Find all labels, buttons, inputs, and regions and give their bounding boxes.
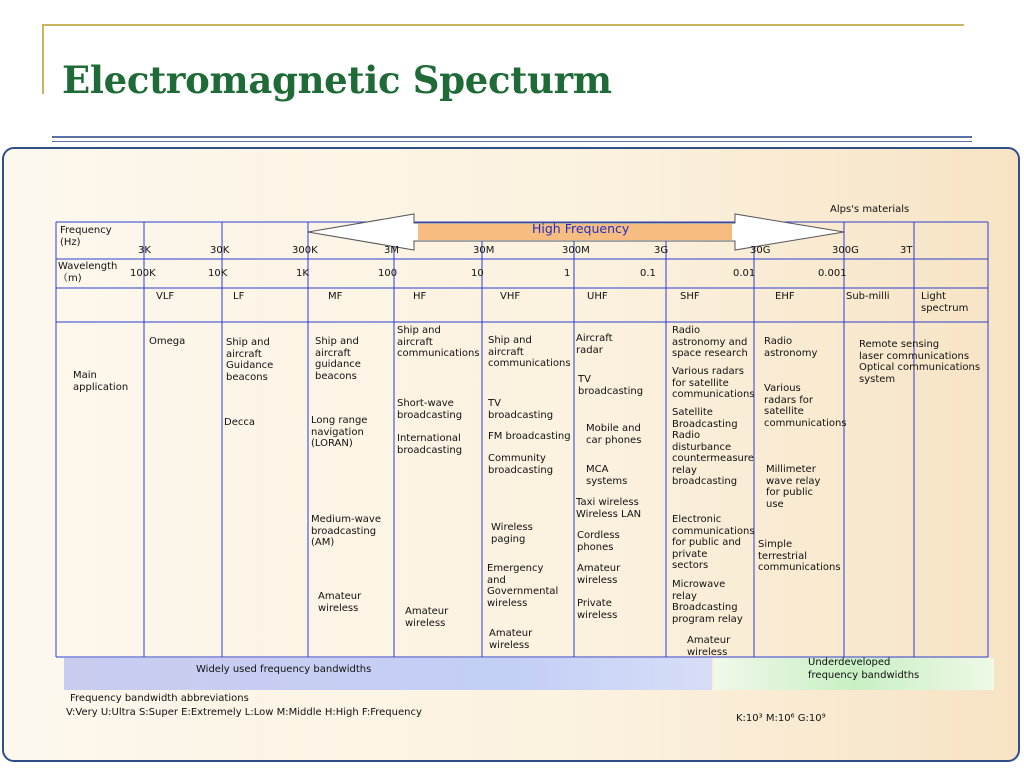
wavelength-header-line: Wavelength (58, 261, 118, 272)
application-hf-c-line: International (397, 433, 461, 444)
band-label: VHF (500, 291, 521, 302)
application-hf-b-line: Short-wave (397, 398, 454, 409)
main-application-header-line: Main (73, 370, 97, 381)
application-uhf-d-line: MCA (586, 464, 609, 475)
application-vhf-a-line: aircraft (488, 346, 524, 358)
application-shf-e-line: program relay (672, 613, 743, 625)
application-ehf-b-line: communications (764, 417, 847, 429)
application-mf-d-line: Amateur (318, 591, 362, 602)
application-vhf-f-line: Emergency (487, 563, 544, 574)
application-uhf-g-line: Amateur (577, 563, 621, 574)
frequency-tick: 300M (562, 245, 590, 256)
main-application-header-line: application (73, 382, 129, 393)
wavelength-tick: 1K (296, 268, 309, 279)
application-vhf-a-line: Ship and (488, 335, 532, 346)
application-ehf-c-line: wave relay (766, 475, 821, 487)
application-vhf-c-line: FM broadcasting (488, 431, 571, 442)
application-uhf-g-line: wireless (577, 574, 618, 586)
application-hf-d-line: wireless (405, 617, 446, 629)
application-vhf-a-line: communications (488, 358, 571, 369)
band-label: Sub-milli (846, 291, 890, 302)
application-mf-a-line: aircraft (315, 347, 351, 359)
application-mf-d-line: wireless (318, 602, 359, 614)
application-hf-a-line: aircraft (397, 336, 433, 348)
application-ehf-a-line: astronomy (764, 347, 818, 359)
frequency-tick: 3G (654, 245, 669, 256)
band-label: EHF (775, 291, 795, 302)
application-shf-d-line: communications (672, 525, 755, 537)
application-vhf-e-line: paging (491, 533, 526, 545)
application-mf-c-line: (AM) (311, 537, 335, 548)
application-sub-a-line: system (859, 373, 896, 385)
application-uhf-c-line: car phones (586, 434, 642, 446)
application-ehf-d-line: terrestrial (758, 550, 807, 562)
application-shf-d-line: private (672, 548, 708, 560)
frequency-tick: 3T (900, 245, 913, 256)
application-uhf-b-line: TV (578, 374, 591, 385)
wavelength-tick: 0.1 (640, 268, 656, 279)
application-uhf-d-line: systems (586, 475, 628, 487)
application-shf-c-line: relay (672, 464, 697, 476)
application-shf-f-line: wireless (687, 646, 728, 658)
slide-frame-top (42, 24, 964, 26)
application-shf-a-line: space research (672, 348, 748, 359)
application-hf-a-line: communications (397, 348, 480, 359)
application-shf-c-line: countermeasure (672, 453, 754, 464)
application-lf-a-line: Guidance (226, 360, 274, 371)
band-label-light-spectrum: Light spectrum (921, 291, 969, 314)
application-ehf-a-line: Radio (764, 336, 793, 347)
frequency-tick: 3M (384, 245, 399, 256)
application-vlf-line: Omega (149, 336, 186, 347)
application-vhf-b-line: broadcasting (488, 409, 554, 421)
application-mf-c-line: Medium-wave (311, 514, 381, 525)
band-label: SHF (680, 291, 700, 302)
application-uhf-f-line: Cordless (577, 530, 620, 541)
application-shf-b-line: Various radars (672, 366, 744, 377)
abbreviations-text: V:Very U:Ultra S:Super E:Extremely L:Low M:Middle H:High F:Frequency (66, 707, 422, 718)
application-mf-a-line: Ship and (315, 336, 359, 347)
application-shf-a-line: Radio (672, 325, 701, 336)
underdeveloped-label-line: frequency bandwidths (808, 669, 920, 681)
application-uhf-b-line: broadcasting (578, 385, 644, 397)
application-uhf-c-line: Mobile and (586, 423, 641, 434)
application-uhf-h-line: Private (577, 598, 612, 609)
underdeveloped-label-line: Underdeveloped (808, 657, 891, 668)
application-ehf-b-line: Various (764, 383, 801, 394)
wavelength-tick: 0.001 (818, 268, 847, 279)
application-mf-c-line: broadcasting (311, 525, 377, 537)
application-shf-b-line: communications (672, 389, 755, 400)
application-mf-b-line: navigation (311, 426, 364, 438)
application-ehf-b-line: radars for (764, 394, 813, 406)
application-sub-a-line: Optical communications (859, 362, 981, 373)
slide-title: Electromagnetic Specturm (62, 58, 612, 102)
source-note: Alps's materials (830, 204, 910, 215)
application-shf-c-line: broadcasting (672, 476, 738, 487)
application-hf-b-line: broadcasting (397, 409, 463, 421)
band-label: HF (413, 291, 427, 302)
application-vhf-d-line: broadcasting (488, 464, 554, 476)
band-label: MF (328, 291, 343, 302)
application-shf-d-line: for public and (672, 537, 742, 548)
application-shf-e-line: relay (672, 590, 697, 602)
application-mf-b-line: (LORAN) (311, 438, 353, 449)
application-ehf-c-line: use (766, 498, 784, 510)
frequency-tick: 30M (473, 245, 495, 256)
wavelength-tick: 1 (564, 268, 571, 279)
title-rule-thin (52, 141, 972, 142)
application-vhf-f-line: wireless (487, 597, 528, 609)
application-ehf-c-line: Millimeter (766, 464, 816, 475)
frequency-tick: 300G (832, 245, 859, 256)
application-vhf-g-line: wireless (489, 639, 530, 651)
slide-frame-left (42, 24, 44, 94)
application-shf-e-line: Microwave (672, 579, 726, 590)
application-vhf-b-line: TV (488, 398, 501, 409)
application-vhf-d-line: Community (488, 453, 546, 464)
wavelength-tick: 10 (471, 268, 484, 279)
band-label: UHF (587, 291, 608, 302)
band-label: VLF (156, 291, 175, 302)
application-ehf-c-line: for public (766, 487, 814, 498)
application-uhf-h-line: wireless (577, 609, 618, 621)
application-shf-c-line: Satellite (672, 407, 713, 418)
application-ehf-d-line: Simple (758, 539, 793, 550)
application-shf-c-line: disturbance (672, 441, 732, 453)
application-vhf-f-line: Governmental (487, 586, 559, 597)
band-label: LF (233, 291, 245, 302)
application-uhf-a-line: radar (576, 344, 603, 356)
application-shf-e-line: Broadcasting (672, 602, 738, 613)
wavelength-tick: 0.01 (733, 268, 756, 279)
application-vhf-g-line: Amateur (489, 628, 533, 639)
title-rule-thick (52, 136, 972, 138)
application-shf-b-line: for satellite (672, 377, 729, 389)
application-shf-a-line: astronomy and (672, 336, 748, 348)
application-uhf-a-line: Aircraft (576, 333, 613, 344)
application-lf-a-line: Ship and (226, 337, 270, 348)
application-shf-d-line: sectors (672, 560, 709, 571)
application-sub-a-line: Remote sensing (859, 339, 940, 350)
frequency-header-line: Frequency (60, 225, 112, 236)
application-shf-f-line: Amateur (687, 635, 731, 646)
unit-legend: K:10³ M:10⁶ G:10⁹ (736, 713, 826, 724)
frequency-tick: 30G (750, 245, 771, 256)
application-sub-a-line: laser communications (859, 350, 970, 362)
wavelength-tick: 100 (378, 268, 398, 279)
application-lf-a-line: beacons (226, 371, 268, 383)
wavelength-header-line: （m) (58, 272, 82, 284)
application-uhf-f-line: phones (577, 541, 614, 553)
application-ehf-d-line: communications (758, 562, 841, 573)
application-lf-a-line: aircraft (226, 348, 262, 360)
wavelength-tick: 10K (208, 268, 228, 279)
application-hf-a-line: Ship and (397, 325, 441, 336)
widely-used-label: Widely used frequency bandwidths (196, 664, 372, 675)
application-shf-c-line: Radio (672, 430, 701, 441)
application-shf-c-line: Broadcasting (672, 418, 738, 430)
application-uhf-e-line: Taxi wireless (576, 497, 639, 508)
frequency-tick: 3K (138, 245, 151, 256)
abbreviations-title: Frequency bandwidth abbreviations (70, 693, 249, 704)
application-vhf-e-line: Wireless (491, 522, 533, 533)
application-shf-d-line: Electronic (672, 514, 722, 525)
frequency-tick: 30K (210, 245, 230, 256)
application-vhf-f-line: and (487, 574, 506, 586)
application-lf-b-line: Decca (224, 417, 255, 428)
application-hf-d-line: Amateur (405, 606, 449, 617)
application-uhf-e-line: Wireless LAN (576, 508, 642, 520)
application-hf-c-line: broadcasting (397, 444, 463, 456)
frequency-tick: 300K (292, 245, 318, 256)
application-mf-b-line: Long range (311, 415, 368, 426)
application-mf-a-line: beacons (315, 370, 357, 382)
wavelength-tick: 100K (130, 268, 156, 279)
frequency-header-line: (Hz) (60, 236, 81, 248)
spectrum-chart-panel (2, 147, 1020, 762)
application-mf-a-line: guidance (315, 359, 361, 370)
high-frequency-label: High Frequency (532, 221, 630, 236)
application-ehf-b-line: satellite (764, 406, 804, 417)
